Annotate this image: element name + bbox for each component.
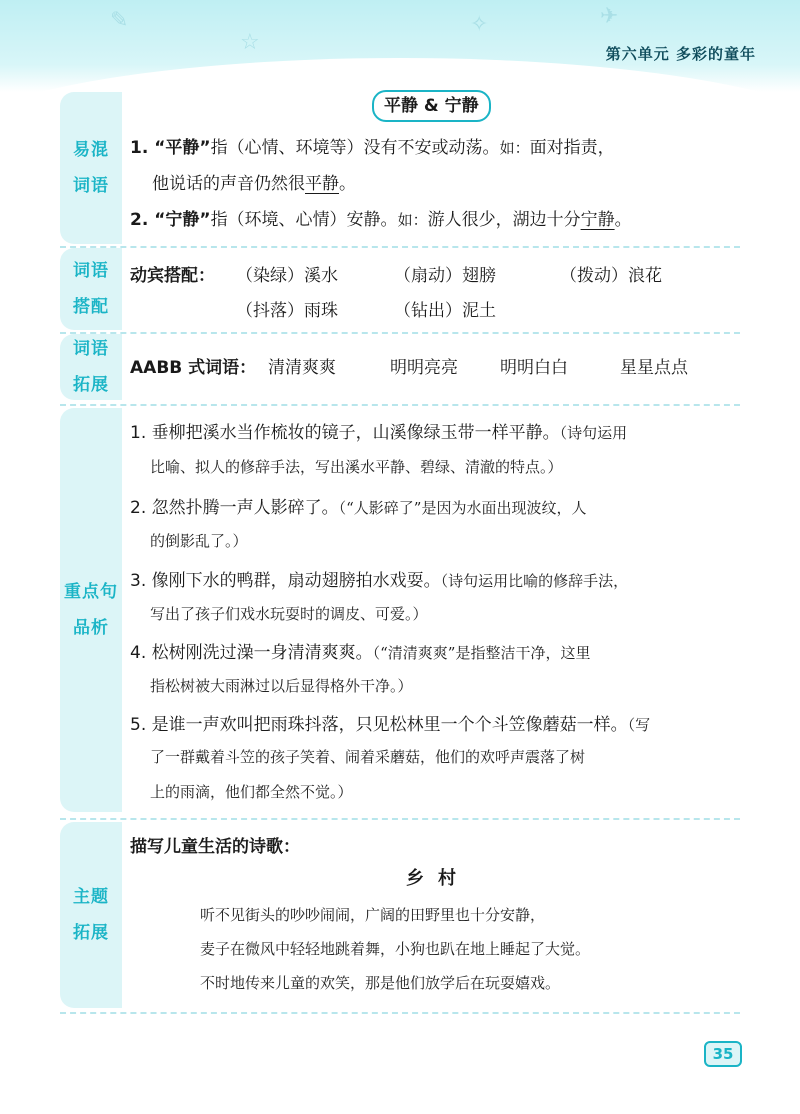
divider [60,246,740,248]
collocation-item: （钻出）泥土 [394,301,496,321]
side-label-text: 拓展 [73,375,109,395]
side-label-expansion [60,334,122,400]
sentence: 4. 松树刚洗过澡一身清清爽爽。 [130,643,373,663]
definition: 指（心情、环境等）没有不安或动荡。 [210,138,500,158]
analysis-note: （写 [627,716,651,734]
confusable-item-1-line-1 [130,133,615,158]
example-mark: 如： [397,211,428,229]
analysis-note: （“清清爽爽”是指整洁干净，这里 [372,644,591,662]
term-宁静: 2. “宁静” [130,210,211,230]
side-label-text: 主题 [73,887,109,907]
collocation-item: （染绿）溪水 [236,266,338,286]
poem-title: 乡村 [406,868,470,889]
collocation-item: （拨动）浪花 [560,266,662,286]
side-label-text: 重点句 [64,582,118,602]
side-label-theme [60,822,122,1008]
confusable-item-2 [130,205,632,230]
confusable-title: 平静 & 宁静 [372,90,491,122]
unit-title: 第六单元 多彩的童年 [605,45,756,63]
plane-deco-icon: ✈ [600,4,619,29]
underlined-word: 平静 [305,174,339,194]
key-sentence-1 [130,418,627,443]
sentence: 2. 忽然扑腾一声人影碎了。 [130,498,339,518]
divider [60,818,740,820]
collocation-item: （抖落）雨珠 [236,301,338,321]
analysis-note: 了一群戴着斗笠的孩子笑着、闹着采蘑菇，他们的欢呼声震落了树 [150,748,586,766]
side-label-text: 词语 [73,176,109,196]
example-text: 。 [339,174,356,194]
term-平静: 1. “平静” [130,138,211,158]
star-deco-icon: ✧ [470,12,489,37]
example-text: 游人很少，湖边十分 [427,210,581,230]
sentence: 3. 像刚下水的鸭群，扇动翅膀拍水戏耍。 [130,571,441,591]
underlined-word: 宁静 [580,210,615,230]
poem-line: 不时地传来儿童的欢笑，那是他们放学后在玩耍嬉戏。 [200,974,561,992]
divider [60,1012,740,1014]
star-deco-icon: ☆ [240,30,260,55]
aabb-word: 清清爽爽 [268,358,336,378]
analysis-note: 指松树被大雨淋过以后显得格外干净。） [150,677,413,695]
divider [60,404,740,406]
key-sentence-3 [130,566,628,591]
pencil-deco-icon: ✎ [110,8,129,33]
analysis-note: （诗句运用 [559,424,628,442]
side-label-key-sentences [60,408,122,812]
aabb-word: 明明亮亮 [390,358,458,378]
page-number: 35 [704,1041,742,1067]
sentence: 5. 是谁一声欢叫把雨珠抖落，只见松林里一个个斗笠像蘑菇一样。 [130,715,628,735]
side-label-text: 品析 [73,618,109,638]
example-text: 他说话的声音仍然很 [152,174,305,194]
collocation-item: （扇动）翅膀 [394,266,496,286]
side-label-text: 易混 [73,140,109,160]
theme-heading: 描写儿童生活的诗歌： [130,837,300,857]
definition: 指（环境、心情）安静。 [210,210,398,230]
side-label-confusable [60,92,122,244]
side-label-text: 搭配 [73,297,109,317]
key-sentence-2 [130,493,586,518]
poem-line: 麦子在微风中轻轻地跳着舞，小狗也趴在地上睡起了大觉。 [200,940,591,958]
side-label-text: 词语 [73,261,109,281]
side-label-collocation [60,248,122,330]
key-sentence-5 [130,710,650,735]
example-mark: 如： [499,139,530,157]
aabb-word: 明明白白 [500,358,568,378]
poem-line: 听不见街头的吵吵闹闹，广阔的田野里也十分安静， [200,906,546,924]
collocation-label: 动宾搭配： [130,266,215,286]
aabb-word: 星星点点 [620,358,688,378]
analysis-note: 上的雨滴，他们都全然不觉。） [150,783,353,801]
key-sentence-4 [130,638,590,663]
analysis-note: 比喻、拟人的修辞手法，写出溪水平静、碧绿、清澈的特点。） [150,458,563,476]
confusable-item-1-line-2 [152,169,356,194]
example-text: 。 [614,210,632,230]
side-label-text: 词语 [73,339,109,359]
divider [60,332,740,334]
analysis-note: （“人影碎了”是因为水面出现波纹，人 [338,499,587,517]
analysis-note: （诗句运用比喻的修辞手法， [440,572,629,590]
example-text: 面对指责， [529,138,615,158]
analysis-note: 写出了孩子们戏水玩耍时的调皮、可爱。） [150,605,428,623]
analysis-note: 的倒影乱了。） [150,532,248,550]
expansion-label: AABB 式词语： [130,358,257,378]
sentence: 1. 垂柳把溪水当作梳妆的镜子，山溪像绿玉带一样平静。 [130,423,560,443]
side-label-text: 拓展 [73,923,109,943]
